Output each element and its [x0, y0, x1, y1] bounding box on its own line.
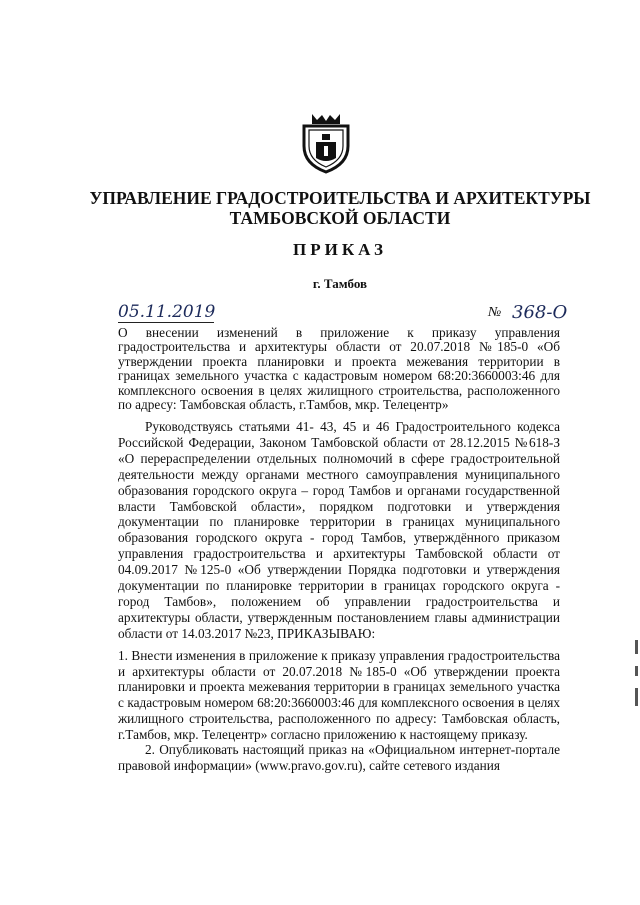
- number-sign: №: [488, 305, 502, 320]
- coat-of-arms-icon: [300, 112, 352, 174]
- order-items: [118, 648, 560, 774]
- document-type: ПРИКАЗ: [293, 240, 387, 259]
- preamble-paragraph: Руководствуясь статьями 41- 43, 45 и 46 Градостроительного кодекса Российской Федерации, Законом Тамбовской области от 28.12.2015 №618-З «О перераспределении отдельных полномочий в сфере градостроительной деятельности между органами местного самоуправления муниципального образования городского округа – город Тамбов и органами государственной власти Тамбовской области», порядком подготовки и утверждения документации по планировке территории в границах муниципального образования городского округа - город Тамбов, утверждённого приказом управления градостроительства и архитектуры Тамбовской области от 04.09.2017 №125-0 «Об утверждении Порядка подготовки и утверждения документации по планировке территории в границах городского округа - город Тамбов», положением об управлении градостроительства и архитектуры области, утвержденным постановлением главы администрации области от 14.03.2017 №23, ПРИКАЗЫВАЮ:: [118, 419, 560, 641]
- date-underline: [118, 322, 214, 323]
- order-preamble: [118, 419, 560, 642]
- order-subject: О внесении изменений в приложение к приказу управления градостроительства и архитектуры области от 20.07.2018 №185-0 «Об утверждении проекта планировки и проекта межевания территории в границах земельного участка с кадастровым номером 68:20:3660003:46 для комплексного освоения в целях жилищного строительства, расположенного по адресу: Тамбовская область, г.Тамбов, мкр. Телецентр»: [118, 325, 560, 413]
- document-city: г. Тамбов: [312, 276, 368, 291]
- agency-name: УПРАВЛЕНИЕ ГРАДОСТРОИТЕЛЬСТВА И АРХИТЕКТУРЫ ТАМБОВСКОЙ ОБЛАСТИ: [89, 188, 591, 228]
- handwritten-number: 368-О: [512, 302, 568, 323]
- scan-edge-marks: [630, 640, 640, 720]
- number-field: [488, 302, 608, 326]
- order-item-2: 2. Опубликовать настоящий приказ на «Официальном интернет-портале правовой информации» (www.pravo.gov.ru), сайте сетевого издания: [118, 742, 560, 773]
- date-field: [118, 302, 214, 326]
- order-item-1: 1. Внести изменения в приложение к приказу управления градостроительства и архитектуры области от 20.07.2018 №185-0 «Об утверждении проекта планировки и проекта межевания территории в границах земельного участка с кадастровым номером 68:20:3660003:46 для комплексного освоения в целях жилищного строительства, расположенного по адресу: Тамбовская область, г.Тамбов, мкр. Телецентр» согласно приложению к настоящему приказу.: [118, 648, 560, 742]
- handwritten-date: 05.11.2019: [118, 302, 216, 322]
